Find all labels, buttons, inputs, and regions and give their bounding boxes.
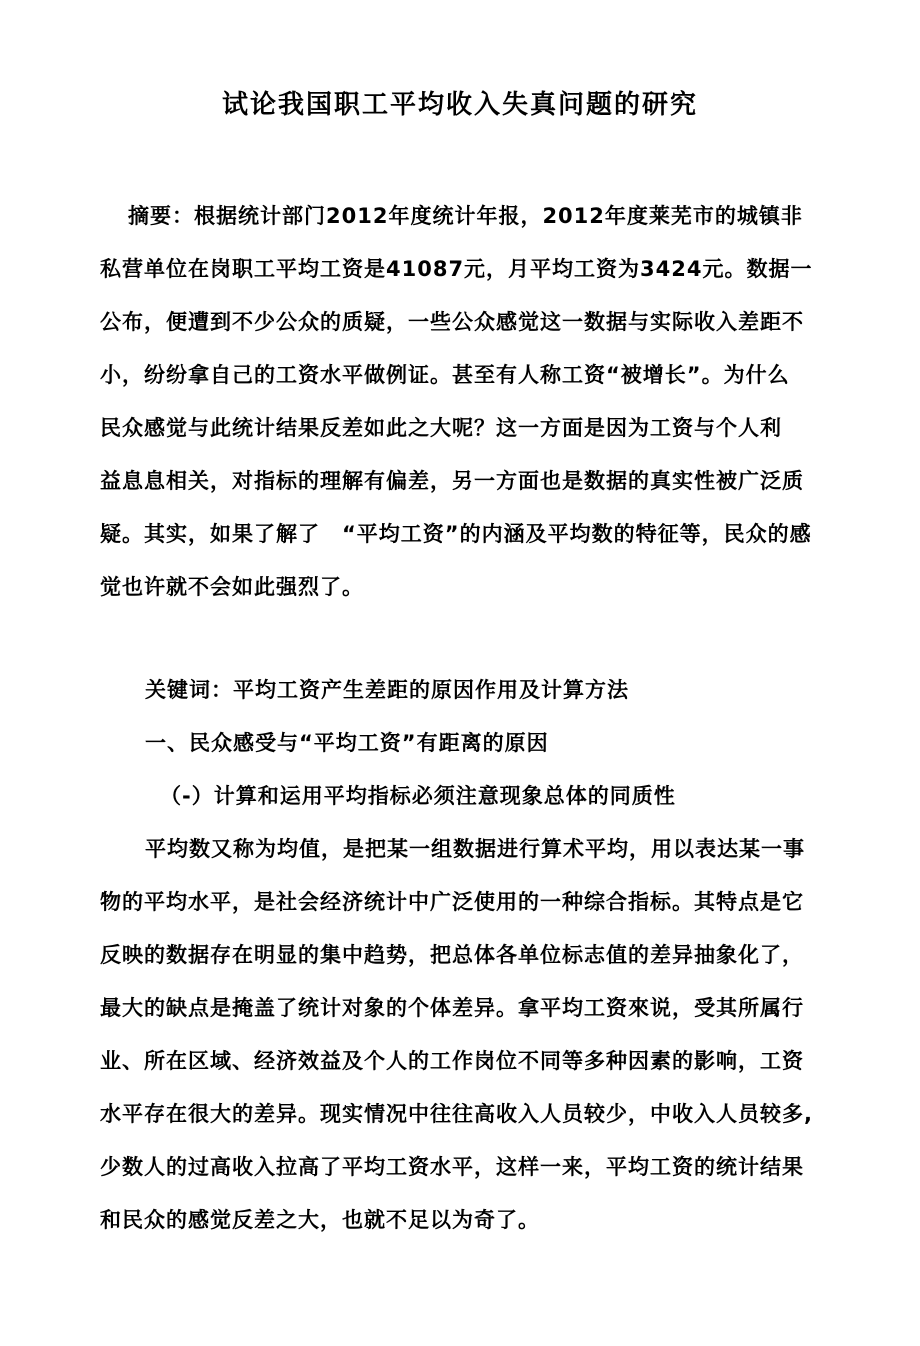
text-line: 私营单位在岗职工平均工资是41087元，月平均工资为3424元。数据一: [100, 257, 813, 281]
text-line: 和民众的感觉反差之大，也就不足以为奇了。: [100, 1208, 540, 1232]
keywords-line: 关键词：平均工资产生差距的原因作用及计算方法: [145, 678, 629, 702]
section-heading: 一、民众感受与“平均工资”有距离的原因: [145, 731, 549, 755]
abstract-paragraph: [100, 190, 820, 614]
text-line: 平均数又称为均值，是把某一组数据进行算术平均，用以表达某一事: [145, 837, 805, 861]
text-line: 水平存在很大的差异。现实情况中往往高收入人员较少，中收入人员较多,: [100, 1102, 813, 1126]
document-title: 试论我国职工平均收入失真问题的研究: [221, 90, 698, 120]
text-line: 少数人的过高收入拉高了平均工资水平，这样一来，平均工资的统计结果: [100, 1155, 804, 1179]
text-line: 公布，便遭到不少公众的质疑，一些公众感觉这一数据与实际收入差距不: [100, 310, 804, 334]
text-line: 小，纷纷拿自己的工资水平做例证。甚至有人称工资“被增长”。为什么: [100, 363, 790, 387]
text-line: 反映的数据存在明显的集中趋势，把总体各单位标志值的差异抽象化了，: [100, 943, 804, 967]
body-paragraph: [100, 823, 820, 1247]
text-line: 益息息相关，对指标的理解有偏差，另一方面也是数据的真实性被广泛质: [100, 469, 804, 493]
subsection-heading: （-）计算和运用平均指标必须注意现象总体的同质性: [160, 784, 676, 808]
text-line: 摘要：根据统计部门2012年度统计年报，2012年度莱芜市的城镇非: [128, 204, 803, 228]
text-line: 最大的缺点是掩盖了统计对象的个体差异。拿平均工资來说，受其所属行: [100, 996, 804, 1020]
text-line: 物的平均水平，是社会经济统计中广泛使用的一种综合指标。其特点是它: [100, 890, 804, 914]
text-line: 觉也许就不会如此强烈了。: [100, 575, 364, 599]
text-line: 民众感觉与此统计结果反差如此之大呢？这一方面是因为工资与个人利: [100, 416, 782, 440]
text-line: 疑。其实，如果了解了 “平均工资”的内涵及平均数的特征等，民众的感: [100, 522, 812, 546]
text-line: 业、所在区域、经济效益及个人的工作岗位不同等多种因素的影响，工资: [100, 1049, 804, 1073]
